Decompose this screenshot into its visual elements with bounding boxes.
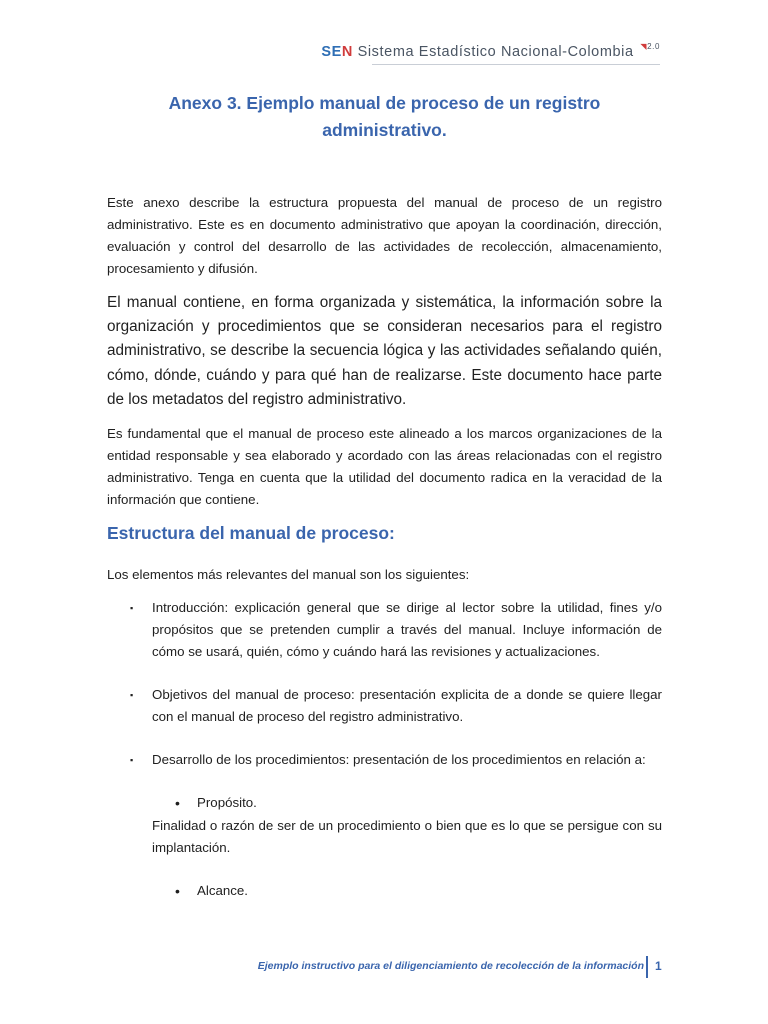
page-header [321,44,660,60]
dot-bullet-icon: • [175,883,180,899]
square-bullet-icon: ▪ [130,755,134,765]
paragraph-intro: Este anexo describe la estructura propuesta del manual de proceso de un registro administrativo. Este es en documento administrativo que apoyan la coordinación, dirección, evaluación y control del desarrollo de las actividades de recolección, almacenamiento, procesamiento y difusión. [107,195,662,276]
page-number: 1 [655,959,662,973]
sen-logo: SEN [321,44,353,60]
square-bullet-icon: ▪ [130,690,134,700]
system-name: Sistema Estadístico Nacional [357,44,563,60]
header-divider [372,64,660,65]
sub-item-label: Propósito. [197,795,257,810]
footer-divider [646,956,648,978]
intro-line: Los elementos más relevantes del manual son los siguientes: [107,567,470,582]
dot-bullet-icon: • [175,795,180,811]
paragraph-manual: El manual contiene, en forma organizada y sistemática, la información sobre la organización y procedimientos que se consideran necesarios para el registro administrativo, se describe la secuencia lógica y las actividades señalando quién, cómo, dónde, cuándo y para qué han de realizarse. Este documento hace parte de los metadatos del registro administrativo. [107,294,662,408]
section-heading: Estructura del manual de proceso: [107,523,395,543]
sub-item-label: Alcance. [197,883,248,898]
list-item: Objetivos del manual de proceso: presentación explicita de a donde se quiere llegar con el manual de proceso del registro administrativo. [152,687,662,724]
header-separator: - [562,44,568,60]
paragraph-alignment: Es fundamental que el manual de proceso este alineado a los marcos organizaciones de la entidad responsable y sea elaborado y acordado con las áreas relacionadas con el registro administrativo. Tenga en cuenta que la utilidad del documento radica en la veracidad de la información que contiene. [107,426,662,507]
page-title: Anexo 3. Ejemplo manual de proceso de un registro administrativo. [168,93,601,140]
sub-item-description: Finalidad o razón de ser de un procedimiento o bien que es lo que se persigue con su implantación. [152,818,662,855]
version-badge: ◥2.0 [640,42,660,51]
flag-icon: ◥ [640,42,648,51]
footer-text: Ejemplo instructivo para el diligenciamiento de recolección de la información [257,960,644,972]
list-item: Desarrollo de los procedimientos: presentación de los procedimientos en relación a: [152,752,646,767]
list-item: Introducción: explicación general que se dirige al lector sobre la utilidad, fines y/o propósitos que se pretenden cumplir a través del manual. Incluye información de cómo se usará, quién, cómo y cuándo hará las revisiones y actualizaciones. [152,600,662,659]
square-bullet-icon: ▪ [130,603,134,613]
country-name: Colombia [567,44,634,60]
